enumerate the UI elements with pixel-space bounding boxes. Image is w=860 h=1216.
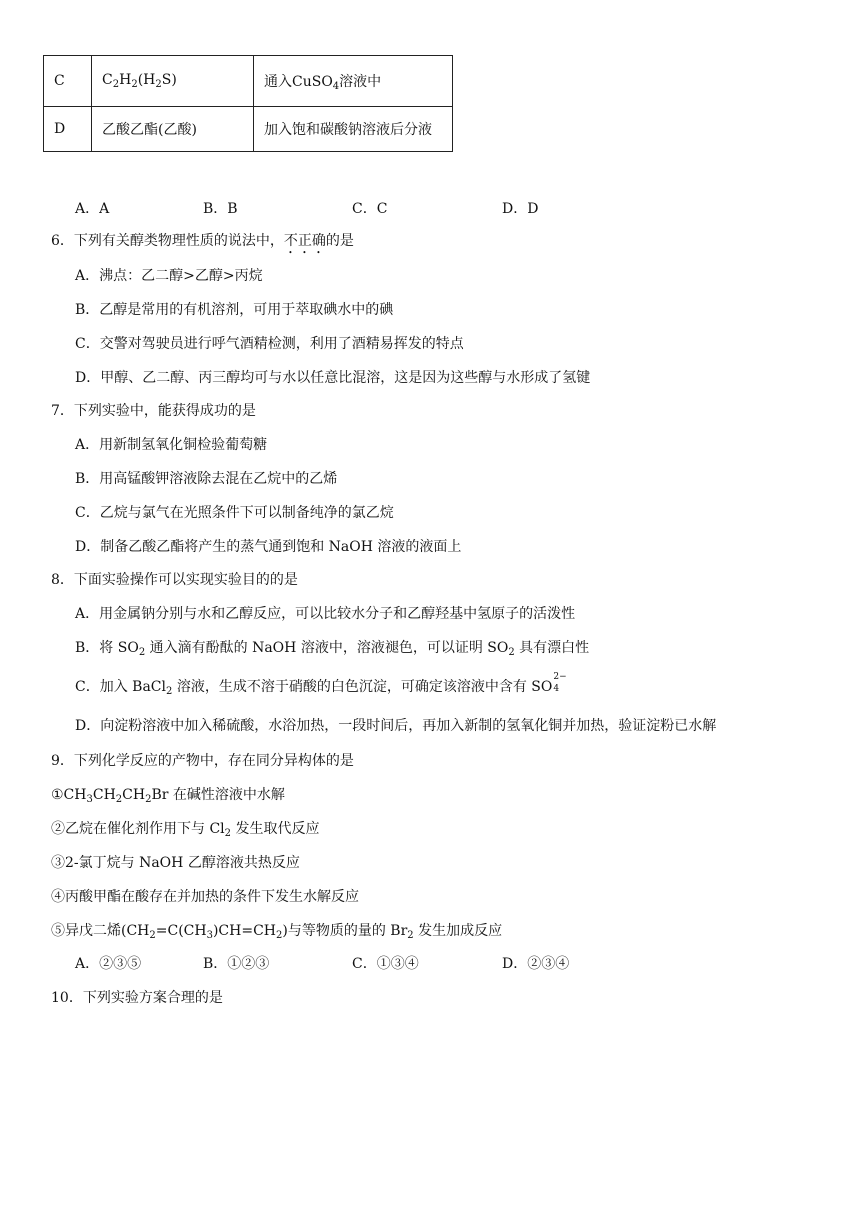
q7-stem: 7．下列实验中，能获得成功的是 (51, 403, 256, 419)
q6-option-a: A．沸点：乙二醇>乙醇>丙烷 (75, 268, 263, 284)
q9-item-5: ⑤异戊二烯$(CH_2=C(CH_3)CH=CH_2)$与等物质的量的 $Br_2$ 发生加成反应 (51, 923, 503, 941)
q5-option-c: C．C (352, 201, 388, 217)
q5-option-a: A．A (75, 201, 110, 217)
sulfate-ion-charge: 2− 4 (553, 672, 567, 694)
q8-option-b: B．将 $SO_2$ 通入滴有酚酞的 NaOH 溶液中，溶液褪色，可以证明 $SO_2$ 具有漂白性 (75, 640, 590, 658)
q7-option-a: A．用新制氢氧化铜检验葡萄糖 (75, 437, 268, 453)
q6-option-d: D．甲醇、乙二醇、丙三醇均可与水以任意比混溶，这是因为这些醇与水形成了氢键 (75, 370, 591, 386)
substance-cell: $C_2H_2(H_2S)$ (92, 56, 254, 107)
substance-cell: 乙酸乙酯(乙酸) (92, 107, 254, 152)
q9-item-1: $①CH_3CH_2CH_2Br$ 在碱性溶液中水解 (51, 787, 285, 805)
table-row (44, 56, 453, 107)
q9-stem: 9．下列化学反应的产物中，存在同分异构体的是 (51, 753, 354, 769)
method-cell: 加入饱和碳酸钠溶液后分液 (254, 107, 453, 152)
q7-option-d: D．制备乙酸乙酯将产生的蒸气通到饱和 NaOH 溶液的液面上 (75, 539, 462, 555)
q8-option-d: D．向淀粉溶液中加入稀硫酸，水浴加热，一段时间后，再加入新制的氢氧化铜并加热，验证淀粉已水解 (75, 718, 717, 734)
q10-stem: 10．下列实验方案合理的是 (51, 990, 223, 1006)
emphasis-text: 不正确 (283, 233, 326, 249)
q7-option-b: B．用高锰酸钾溶液除去混在乙烷中的乙烯 (75, 471, 338, 487)
q9-option-b: B．①②③ (203, 956, 270, 972)
q8-stem: 8．下面实验操作可以实现实验目的的是 (51, 572, 298, 588)
table-row (44, 107, 453, 152)
q8-option-a: A．用金属钠分别与水和乙醇反应，可以比较水分子和乙醇羟基中氢原子的活泼性 (75, 606, 576, 622)
row-label: D (44, 107, 92, 152)
q9-item-3: ③2-氯丁烷与 NaOH 乙醇溶液共热反应 (51, 855, 300, 871)
q6-stem: 6．下列有关醇类物理性质的说法中，不正确的是 (51, 233, 354, 249)
reagent-table (43, 55, 453, 152)
q5-option-b: B．B (203, 201, 238, 217)
row-label: C (44, 56, 92, 107)
q9-option-a: A．②③⑤ (75, 956, 142, 972)
q5-option-d: D．D (502, 201, 539, 217)
q9-option-d: D．②③④ (502, 956, 570, 972)
method-cell: 通入CuSO$_4$溶液中 (254, 56, 453, 107)
q6-option-c: C．交警对驾驶员进行呼气酒精检测，利用了酒精易挥发的特点 (75, 336, 464, 352)
q8-option-c: C．加入 BaCl$_2$ 溶液，生成不溶于硝酸的白色沉淀，可确定该溶液中含有 SO 2− 4 (75, 672, 567, 697)
q9-item-2: ②乙烷在催化剂作用下与 $Cl_2$ 发生取代反应 (51, 821, 320, 839)
q9-option-c: C．①③④ (352, 956, 419, 972)
q6-option-b: B．乙醇是常用的有机溶剂，可用于萃取碘水中的碘 (75, 302, 394, 318)
q7-option-c: C．乙烷与氯气在光照条件下可以制备纯净的氯乙烷 (75, 505, 394, 521)
q9-item-4: ④丙酸甲酯在酸存在并加热的条件下发生水解反应 (51, 889, 359, 905)
